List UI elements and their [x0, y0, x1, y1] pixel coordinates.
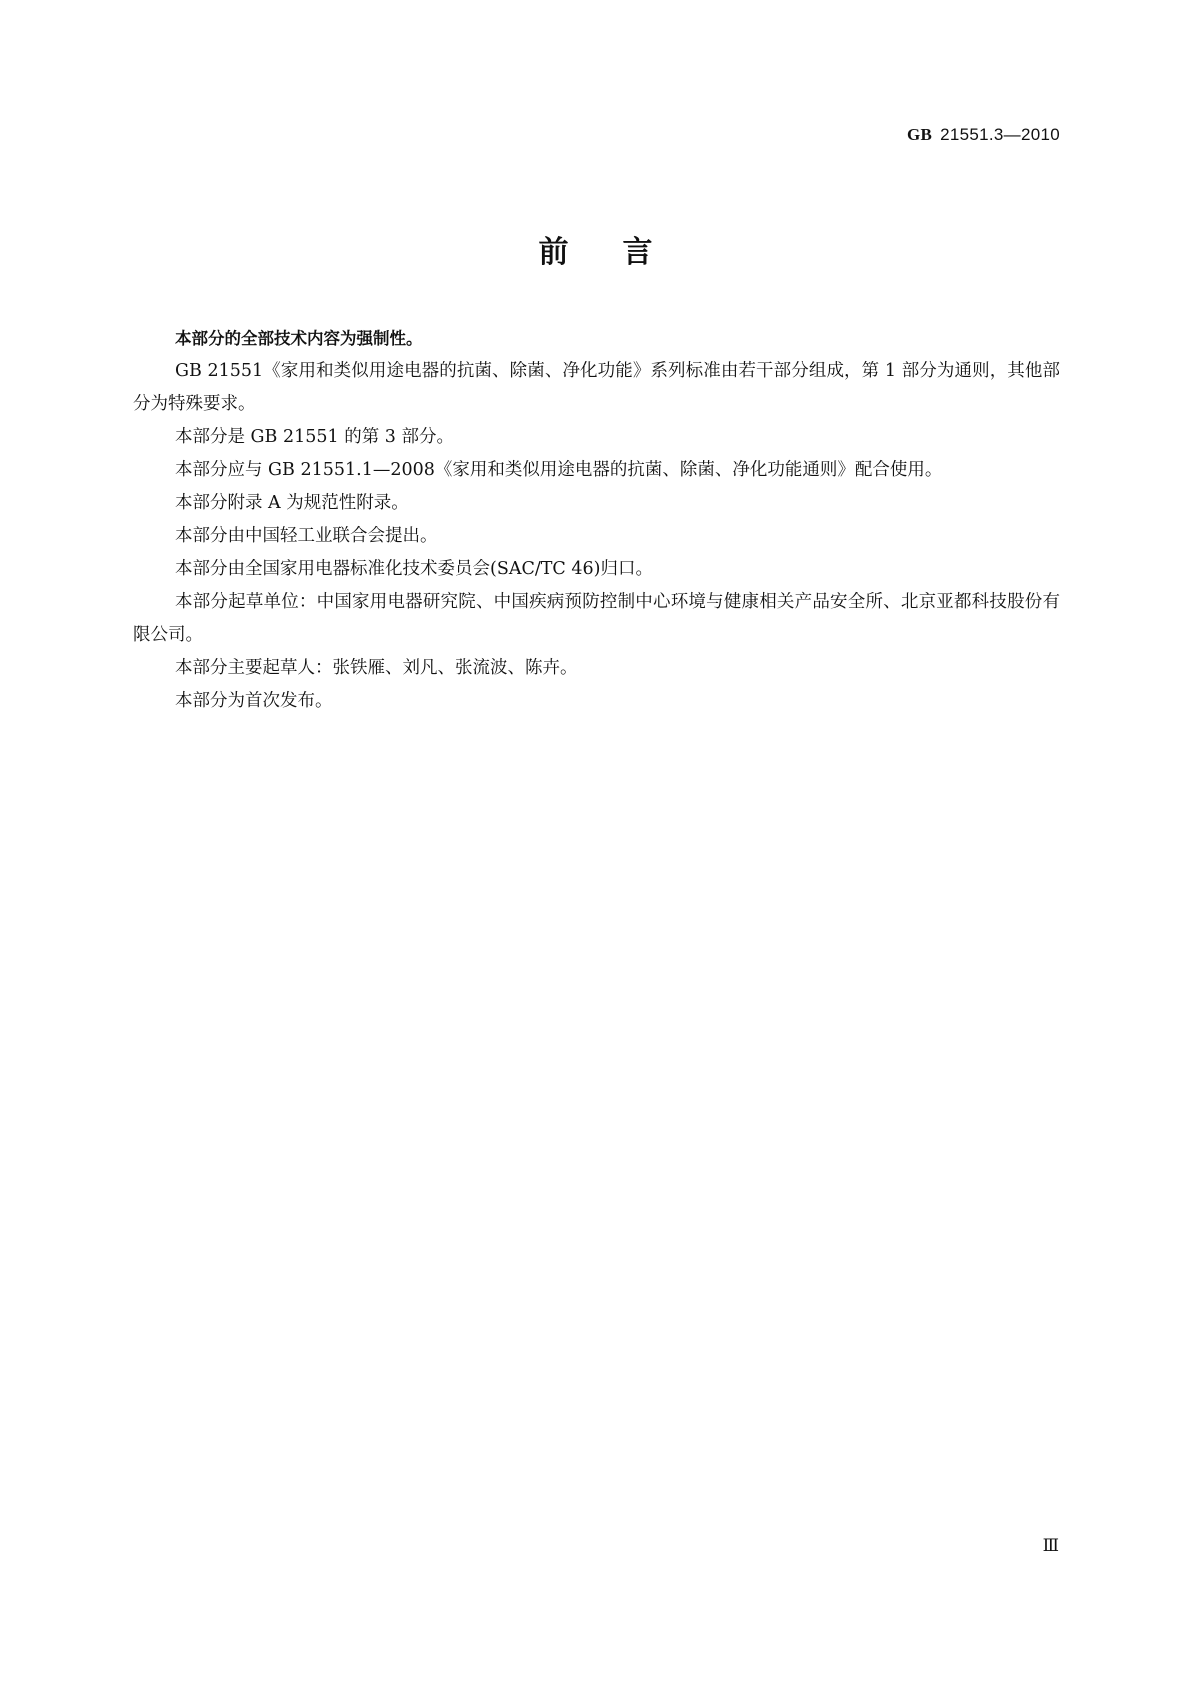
paragraph-drafters: 本部分主要起草人：张铁雁、刘凡、张流波、陈卉。 [175, 658, 578, 678]
paragraph-under-jurisdiction: 本部分由全国家用电器标准化技术委员会(SAC/TC 46)归口。 [175, 559, 653, 579]
paragraph-mandatory-statement: 本部分的全部技术内容为强制性。 [175, 329, 423, 348]
paragraph-first-release: 本部分为首次发布。 [175, 691, 333, 711]
paragraph-part-number: 本部分是 GB 21551 的第 3 部分。 [175, 427, 454, 447]
paragraph-proposed-by: 本部分由中国轻工业联合会提出。 [175, 526, 438, 546]
foreword-body [133, 322, 1060, 718]
standard-prefix: GB [906, 125, 933, 144]
page-number: Ⅲ [1042, 1536, 1059, 1555]
paragraph-drafting-units: 本部分起草单位：中国家用电器研究院、中国疾病预防控制中心环境与健康相关产品安全所、北京亚都科技股份有限公司。 [133, 592, 1060, 645]
paragraph-annex: 本部分附录 A 为规范性附录。 [175, 493, 409, 513]
standard-code: 21551.3—2010 [940, 125, 1060, 144]
page-title: 前言 [538, 235, 707, 270]
paragraph-series-structure: GB 21551《家用和类似用途电器的抗菌、除菌、净化功能》系列标准由若干部分组成，第 1 部分为通则，其他部分为特殊要求。 [133, 361, 1060, 414]
paragraph-usage-with-part1: 本部分应与 GB 21551.1—2008《家用和类似用途电器的抗菌、除菌、净化功能通则》配合使用。 [175, 460, 943, 480]
standard-number [907, 125, 1060, 145]
